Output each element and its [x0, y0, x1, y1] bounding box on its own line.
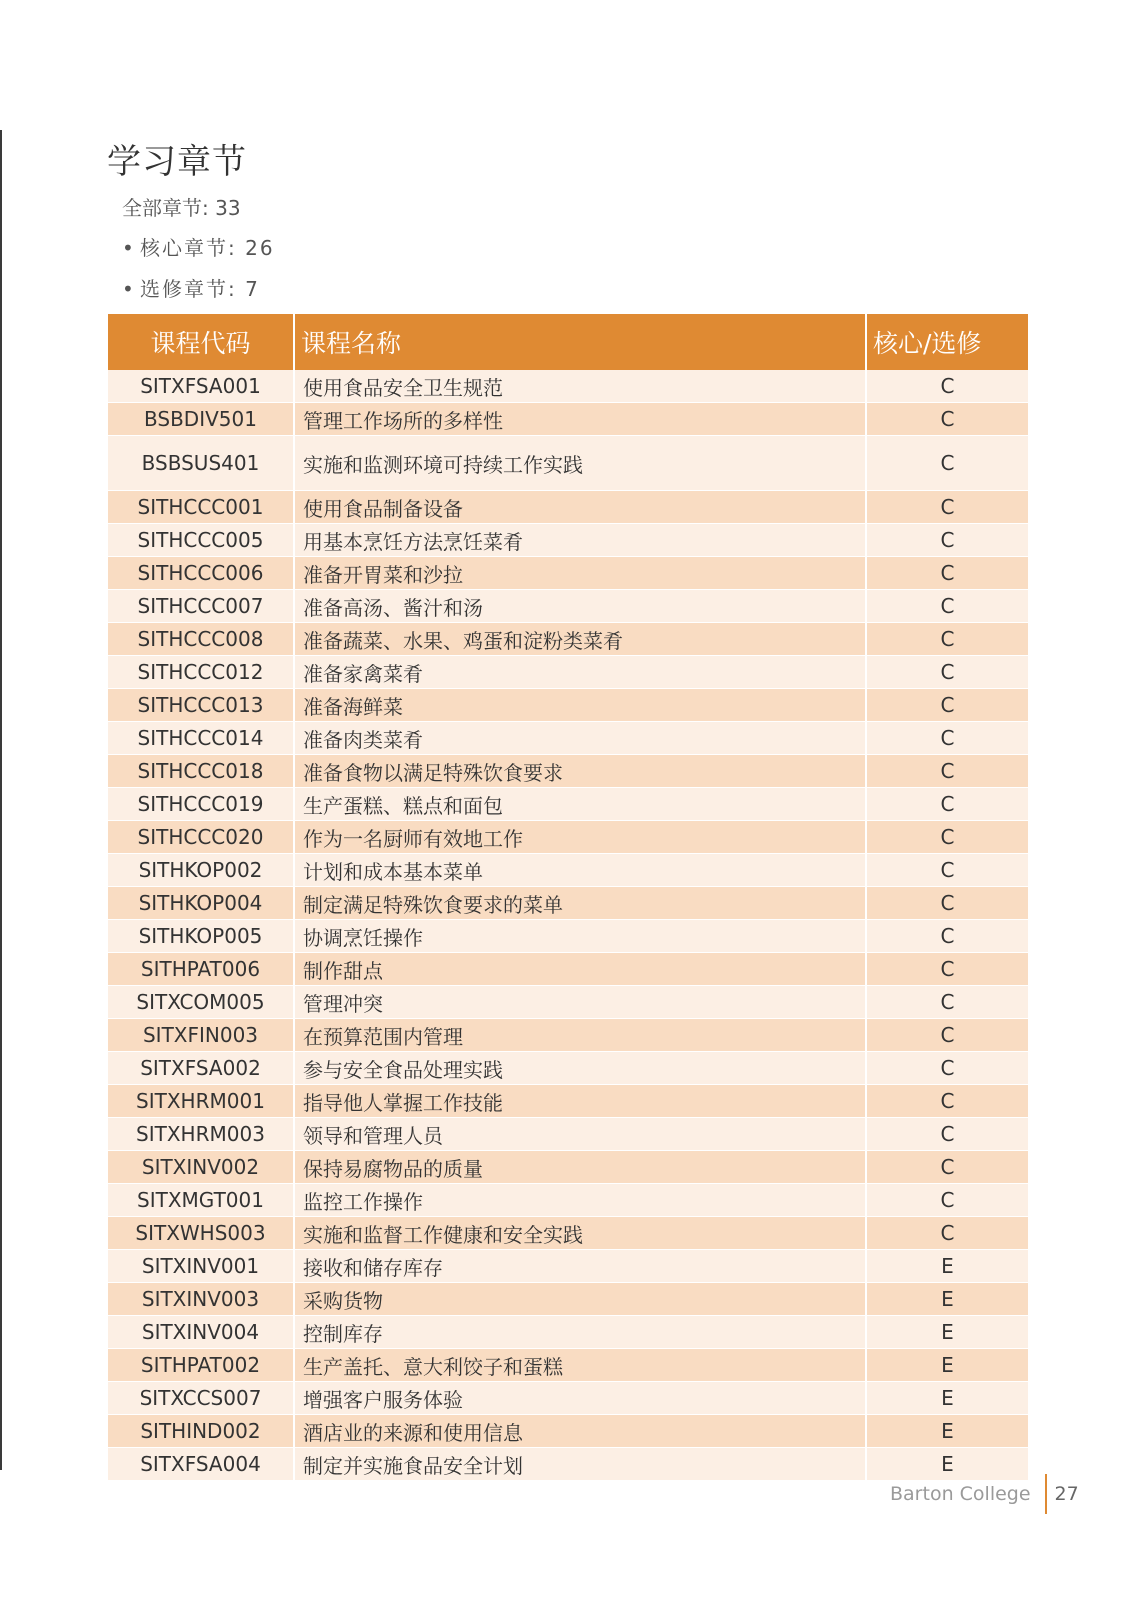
- total-units-text: 全部章节: 33: [122, 196, 241, 220]
- core-elective-cell: C: [866, 986, 1028, 1019]
- table-header-row: [108, 314, 1028, 370]
- table-row: [108, 755, 1028, 788]
- unit-code-cell: SITXCOM005: [108, 986, 294, 1019]
- unit-name-cell: 生产盖托、意大利饺子和蛋糕: [294, 1349, 866, 1382]
- core-elective-cell: C: [866, 722, 1028, 755]
- unit-code-cell: SITHCCC008: [108, 623, 294, 656]
- unit-name-cell: 准备肉类菜肴: [294, 722, 866, 755]
- table-row: [108, 986, 1028, 1019]
- table-row: [108, 953, 1028, 986]
- core-elective-cell: C: [866, 953, 1028, 986]
- table-row: [108, 1052, 1028, 1085]
- unit-name-cell: 准备开胃菜和沙拉: [294, 557, 866, 590]
- unit-code-cell: SITHKOP004: [108, 887, 294, 920]
- unit-code-cell: SITHCCC020: [108, 821, 294, 854]
- unit-name-cell: 增强客户服务体验: [294, 1382, 866, 1415]
- unit-code-cell: SITXFIN003: [108, 1019, 294, 1052]
- table-row: [108, 1118, 1028, 1151]
- table-row: [108, 590, 1028, 623]
- core-elective-cell: E: [866, 1349, 1028, 1382]
- table-row: [108, 491, 1028, 524]
- core-elective-cell: E: [866, 1415, 1028, 1448]
- page-number: 27: [1054, 1483, 1079, 1505]
- unit-code-cell: SITHCCC001: [108, 491, 294, 524]
- header-unit-code: 课程代码: [108, 314, 294, 370]
- table-row: [108, 436, 1028, 491]
- left-margin-rule: [0, 130, 2, 1470]
- core-units-item: [122, 232, 275, 261]
- unit-name-cell: 制作甜点: [294, 953, 866, 986]
- core-elective-cell: C: [866, 656, 1028, 689]
- core-elective-cell: C: [866, 491, 1028, 524]
- core-elective-cell: E: [866, 1448, 1028, 1481]
- header-unit-name: 课程名称: [294, 314, 866, 370]
- table-row: [108, 1349, 1028, 1382]
- table-row: [108, 1217, 1028, 1250]
- table-row: [108, 1283, 1028, 1316]
- unit-name-cell: 生产蛋糕、糕点和面包: [294, 788, 866, 821]
- unit-name-cell: 协调烹饪操作: [294, 920, 866, 953]
- header-core-elective: 核心/选修: [866, 314, 1028, 370]
- unit-code-cell: SITXHRM001: [108, 1085, 294, 1118]
- unit-name-cell: 酒店业的来源和使用信息: [294, 1415, 866, 1448]
- core-elective-cell: C: [866, 403, 1028, 436]
- table-row: [108, 1151, 1028, 1184]
- core-elective-cell: E: [866, 1382, 1028, 1415]
- unit-code-cell: SITHCCC012: [108, 656, 294, 689]
- unit-code-cell: SITXINV004: [108, 1316, 294, 1349]
- core-elective-cell: C: [866, 689, 1028, 722]
- core-units-text: 核心章节: 26: [140, 236, 275, 260]
- bullet-icon: •: [122, 236, 136, 260]
- core-elective-cell: C: [866, 788, 1028, 821]
- table-row: [108, 1019, 1028, 1052]
- unit-name-cell: 管理工作场所的多样性: [294, 403, 866, 436]
- core-elective-cell: C: [866, 524, 1028, 557]
- core-elective-cell: C: [866, 1151, 1028, 1184]
- unit-name-cell: 指导他人掌握工作技能: [294, 1085, 866, 1118]
- unit-code-cell: SITXFSA002: [108, 1052, 294, 1085]
- core-elective-cell: C: [866, 1217, 1028, 1250]
- unit-code-cell: SITHPAT002: [108, 1349, 294, 1382]
- table-row: [108, 557, 1028, 590]
- unit-name-cell: 控制库存: [294, 1316, 866, 1349]
- core-elective-cell: E: [866, 1316, 1028, 1349]
- unit-name-cell: 准备海鲜菜: [294, 689, 866, 722]
- unit-code-cell: SITXMGT001: [108, 1184, 294, 1217]
- unit-code-cell: SITHKOP002: [108, 854, 294, 887]
- core-elective-cell: C: [866, 1085, 1028, 1118]
- table-row: [108, 788, 1028, 821]
- unit-code-cell: SITHCCC018: [108, 755, 294, 788]
- unit-code-cell: SITHCCC019: [108, 788, 294, 821]
- units-table-body: [108, 370, 1028, 1481]
- table-row: [108, 854, 1028, 887]
- unit-code-cell: SITHCCC007: [108, 590, 294, 623]
- unit-name-cell: 准备蔬菜、水果、鸡蛋和淀粉类菜肴: [294, 623, 866, 656]
- table-row: [108, 887, 1028, 920]
- unit-code-cell: SITHCCC006: [108, 557, 294, 590]
- unit-code-cell: SITHPAT006: [108, 953, 294, 986]
- core-elective-cell: E: [866, 1283, 1028, 1316]
- unit-code-cell: SITXINV002: [108, 1151, 294, 1184]
- unit-code-cell: SITHCCC013: [108, 689, 294, 722]
- unit-name-cell: 实施和监测环境可持续工作实践: [294, 436, 866, 491]
- unit-name-cell: 准备家禽菜肴: [294, 656, 866, 689]
- table-row: [108, 1085, 1028, 1118]
- unit-name-cell: 参与安全食品处理实践: [294, 1052, 866, 1085]
- table-row: [108, 370, 1028, 403]
- table-row: [108, 623, 1028, 656]
- unit-name-cell: 计划和成本基本菜单: [294, 854, 866, 887]
- units-table: [108, 314, 1028, 1481]
- unit-code-cell: SITXHRM003: [108, 1118, 294, 1151]
- elective-units-item: [122, 273, 260, 302]
- core-elective-cell: C: [866, 370, 1028, 403]
- core-elective-cell: C: [866, 887, 1028, 920]
- unit-name-cell: 准备食物以满足特殊饮食要求: [294, 755, 866, 788]
- page-title: 学习章节: [107, 142, 247, 182]
- table-row: [108, 1382, 1028, 1415]
- unit-name-cell: 管理冲突: [294, 986, 866, 1019]
- unit-name-cell: 监控工作操作: [294, 1184, 866, 1217]
- table-row: [108, 1184, 1028, 1217]
- core-elective-cell: C: [866, 436, 1028, 491]
- unit-name-cell: 使用食品安全卫生规范: [294, 370, 866, 403]
- unit-name-cell: 作为一名厨师有效地工作: [294, 821, 866, 854]
- table-row: [108, 1250, 1028, 1283]
- unit-code-cell: SITHKOP005: [108, 920, 294, 953]
- unit-code-cell: BSBSUS401: [108, 436, 294, 491]
- table-row: [108, 403, 1028, 436]
- footer-divider: [1045, 1474, 1047, 1514]
- unit-code-cell: BSBDIV501: [108, 403, 294, 436]
- unit-name-cell: 制定并实施食品安全计划: [294, 1448, 866, 1481]
- unit-name-cell: 使用食品制备设备: [294, 491, 866, 524]
- elective-units-text: 选修章节: 7: [140, 277, 260, 301]
- unit-name-cell: 用基本烹饪方法烹饪菜肴: [294, 524, 866, 557]
- core-elective-cell: C: [866, 821, 1028, 854]
- unit-code-cell: SITHCCC014: [108, 722, 294, 755]
- table-row: [108, 920, 1028, 953]
- table-row: [108, 689, 1028, 722]
- unit-name-cell: 在预算范围内管理: [294, 1019, 866, 1052]
- unit-name-cell: 准备高汤、酱汁和汤: [294, 590, 866, 623]
- core-elective-cell: C: [866, 1184, 1028, 1217]
- unit-code-cell: SITHIND002: [108, 1415, 294, 1448]
- table-row: [108, 524, 1028, 557]
- core-elective-cell: C: [866, 590, 1028, 623]
- unit-name-cell: 制定满足特殊饮食要求的菜单: [294, 887, 866, 920]
- core-elective-cell: C: [866, 755, 1028, 788]
- core-elective-cell: C: [866, 1019, 1028, 1052]
- unit-code-cell: SITXINV001: [108, 1250, 294, 1283]
- table-row: [108, 821, 1028, 854]
- unit-name-cell: 领导和管理人员: [294, 1118, 866, 1151]
- unit-name-cell: 接收和储存库存: [294, 1250, 866, 1283]
- table-row: [108, 1316, 1028, 1349]
- unit-code-cell: SITXCCS007: [108, 1382, 294, 1415]
- core-elective-cell: C: [866, 623, 1028, 656]
- unit-code-cell: SITHCCC005: [108, 524, 294, 557]
- unit-code-cell: SITXINV003: [108, 1283, 294, 1316]
- core-elective-cell: E: [866, 1250, 1028, 1283]
- core-elective-cell: C: [866, 557, 1028, 590]
- unit-name-cell: 保持易腐物品的质量: [294, 1151, 866, 1184]
- page-footer: [890, 1474, 1079, 1514]
- bullet-icon: •: [122, 277, 136, 301]
- college-name: Barton College: [890, 1483, 1031, 1505]
- core-elective-cell: C: [866, 1052, 1028, 1085]
- table-row: [108, 1415, 1028, 1448]
- table-row: [108, 656, 1028, 689]
- unit-name-cell: 采购货物: [294, 1283, 866, 1316]
- unit-code-cell: SITXFSA001: [108, 370, 294, 403]
- unit-name-cell: 实施和监督工作健康和安全实践: [294, 1217, 866, 1250]
- core-elective-cell: C: [866, 854, 1028, 887]
- unit-code-cell: SITXFSA004: [108, 1448, 294, 1481]
- table-row: [108, 722, 1028, 755]
- core-elective-cell: C: [866, 1118, 1028, 1151]
- unit-code-cell: SITXWHS003: [108, 1217, 294, 1250]
- core-elective-cell: C: [866, 920, 1028, 953]
